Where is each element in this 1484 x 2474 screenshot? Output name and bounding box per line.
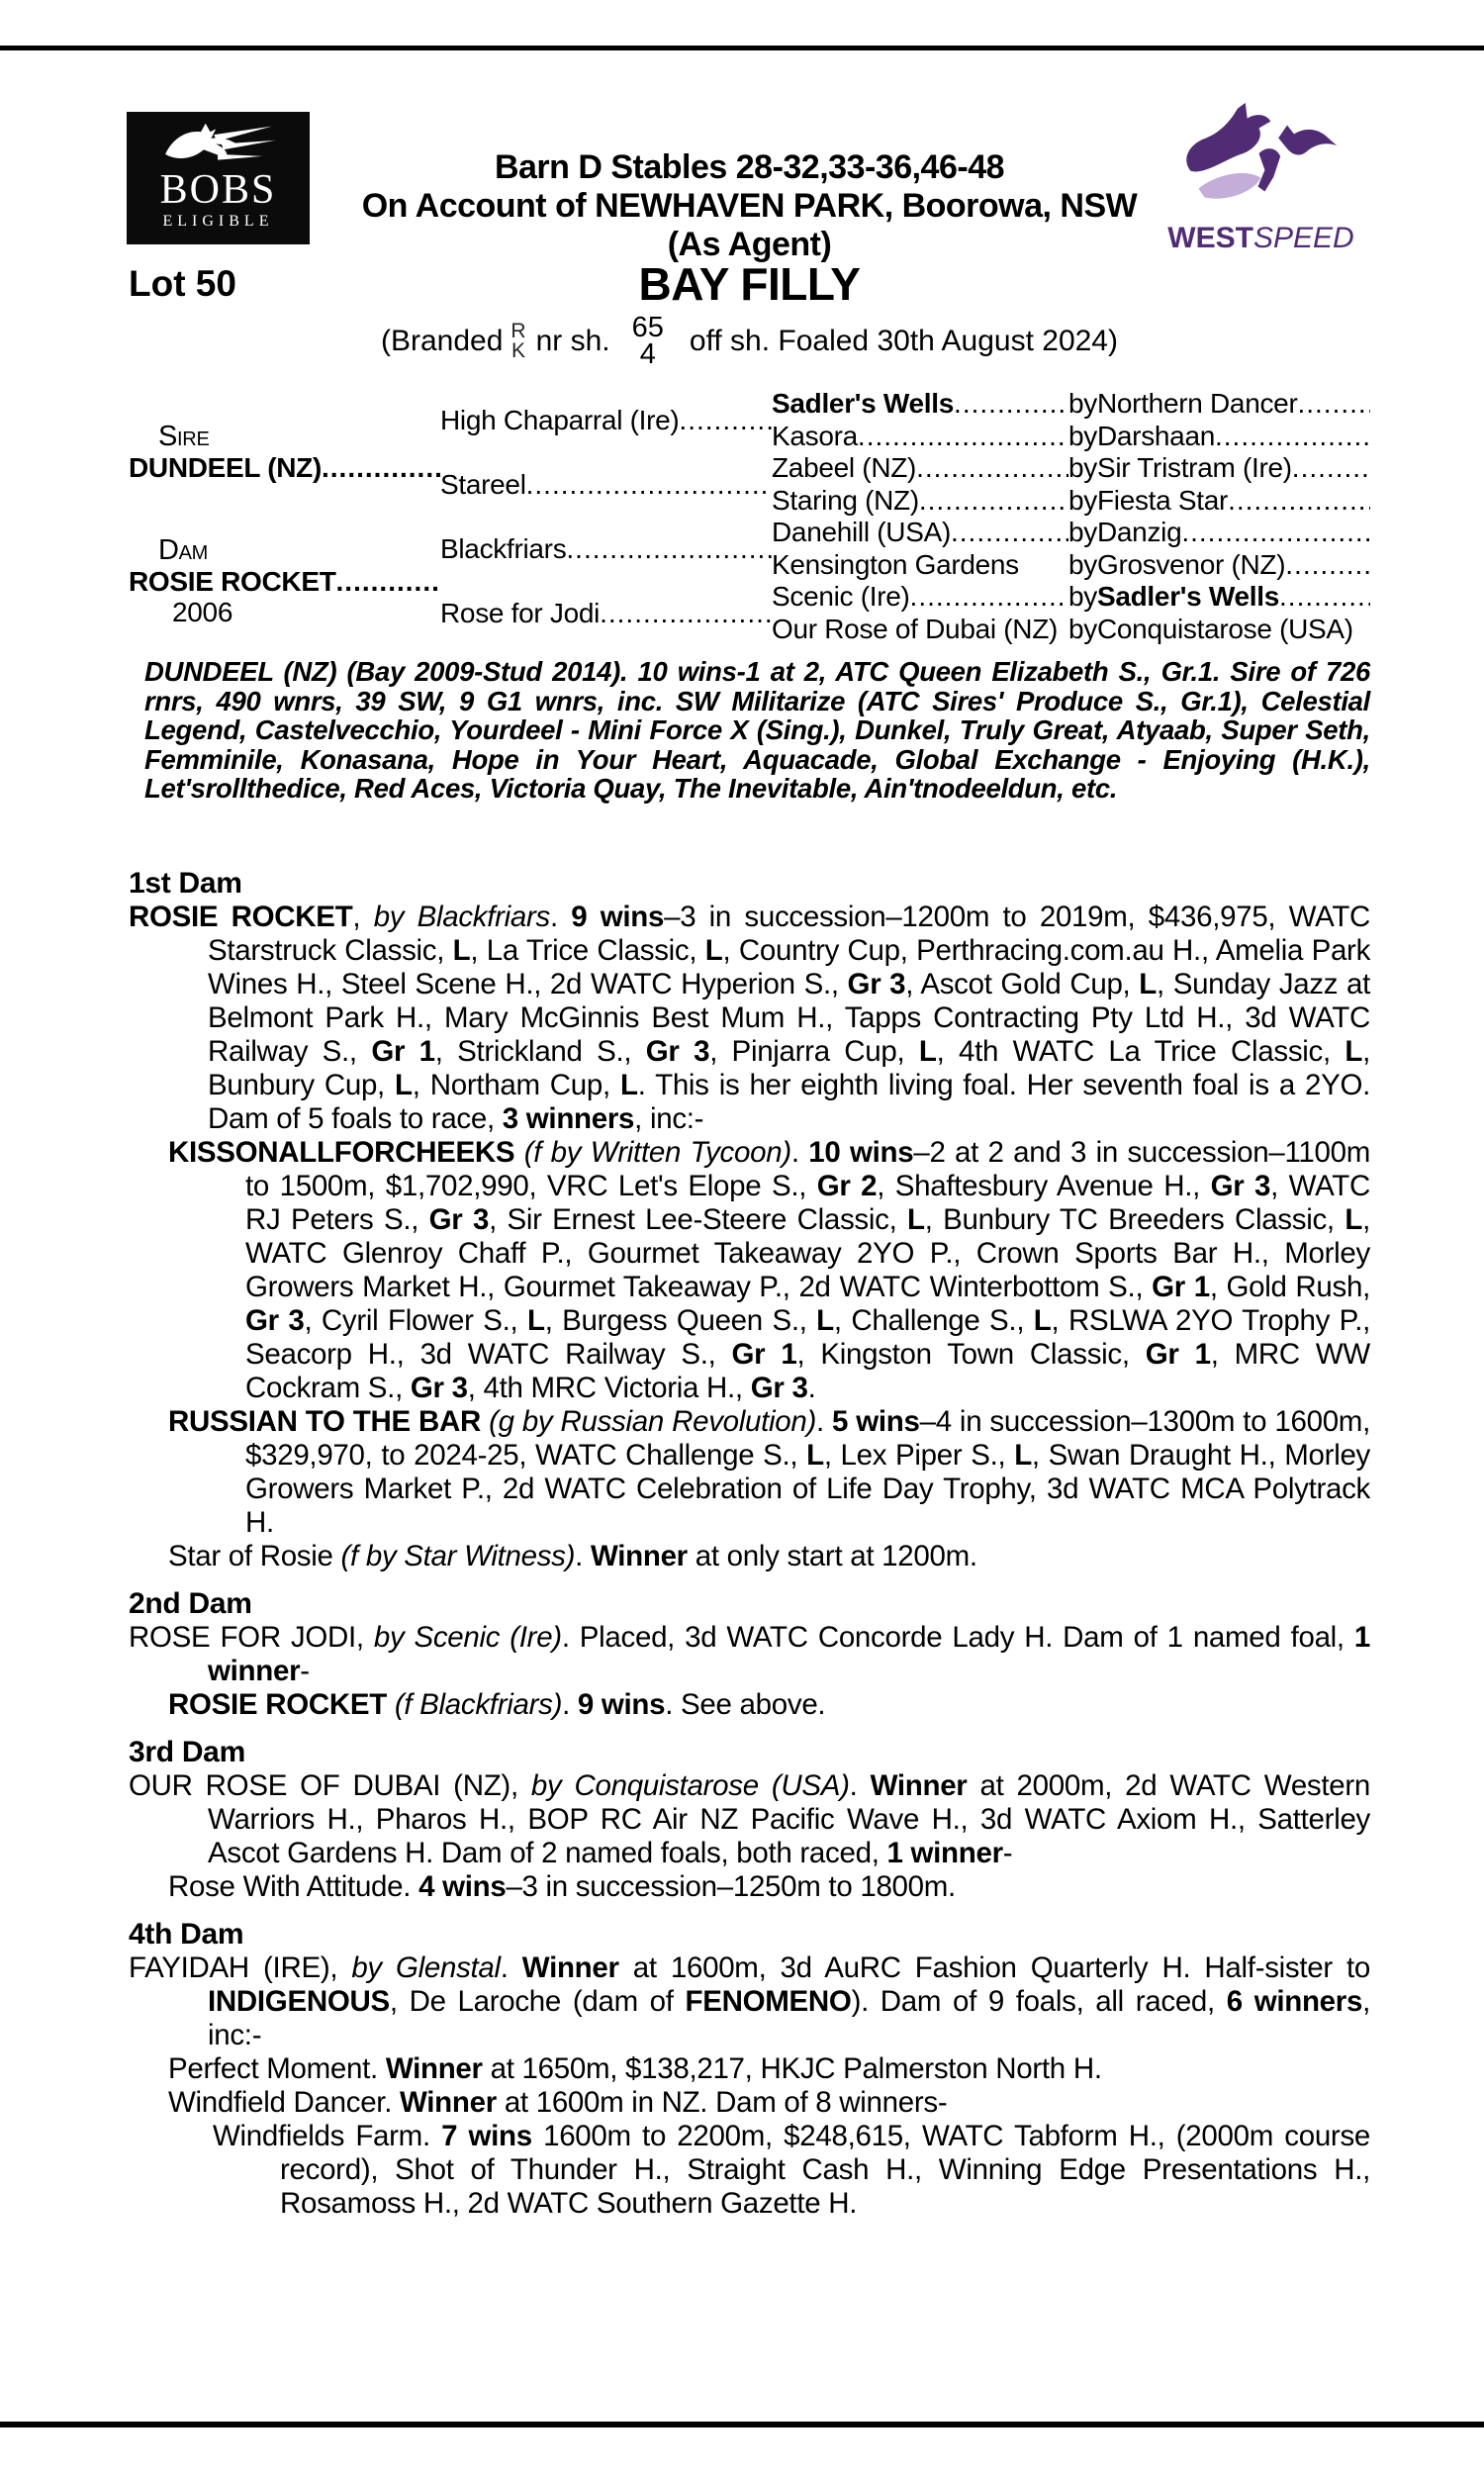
- foal-entry: RUSSIAN TO THE BAR (g by Russian Revolution). 5 wins–4 in succession–1300m to 1600m, $329,970, to 2024-25, WATC Challenge S., L, Lex Piper S., L, Swan Draught H., Morley Growers Market P., 2d WATC Celebration of Life Day Trophy, 3d WATC MCA Polytrack H.: [168, 1405, 1370, 1539]
- section-1st-dam: [129, 867, 1370, 1573]
- westspeed-logo: [1150, 95, 1372, 253]
- dam-year: 2006: [172, 596, 233, 627]
- dam-name-text: ROSIE ROCKET: [129, 565, 336, 597]
- dot-leader: [322, 452, 440, 483]
- dot-leader: [679, 405, 772, 436]
- dam-block: [129, 517, 440, 645]
- foal-entry: Windfields Farm. 7 wins 1600m to 2200m, $248,615, WATC Tabform H., (2000m course record), Shot of Thunder H., Straight Cash H., Winning Edge Presentations H., Rosamoss H., 2d WATC Southern Gazette H.: [213, 2120, 1371, 2220]
- brand-number: [631, 312, 664, 370]
- horses-icon: [1159, 95, 1362, 222]
- pedigree-by: [1068, 581, 1370, 614]
- dot-leader: [1215, 421, 1370, 452]
- pedigree-grandsire: [440, 517, 772, 581]
- pedigree-by: [1068, 388, 1370, 421]
- dot-leader: [1279, 581, 1370, 613]
- foal-entry: Perfect Moment. Winner at 1650m, $138,217, HKJC Palmerston North H.: [168, 2052, 1102, 2085]
- pedigree-grandsire: [440, 388, 772, 452]
- pedigree-by: [1068, 517, 1370, 549]
- dot-leader: [336, 566, 440, 597]
- sire-name: [129, 452, 440, 483]
- consignor-agent-line: (As Agent): [667, 226, 832, 263]
- pedigree-name: Stareel: [440, 468, 526, 500]
- dot-leader: [566, 533, 772, 565]
- brand-number-bottom: 4: [639, 337, 656, 370]
- pedigree-name: Fiesta Star: [1096, 484, 1229, 516]
- brand-nearside-label: nr sh.: [535, 324, 610, 357]
- foal-entry: Rose With Attitude. 4 wins–3 in succession–1250m to 1800m.: [168, 1870, 956, 1903]
- pedigree-ancestor: [772, 452, 1068, 485]
- bobs-eligible-label: ELIGIBLE: [162, 213, 274, 230]
- pedigree-name: Zabeel (NZ): [772, 452, 917, 484]
- section-2nd-dam: [129, 1587, 1370, 1722]
- pedigree-name: Rose for Jodi: [440, 597, 601, 628]
- pedigree-name: Darshaan: [1096, 420, 1215, 451]
- pedigree-name: Danzig: [1096, 517, 1182, 548]
- horse-title: BAY FILLY: [638, 258, 861, 310]
- pedigree-table: [129, 388, 1370, 645]
- by-prefix: by: [1068, 388, 1097, 420]
- dam-label: Dam: [158, 533, 209, 566]
- by-prefix: by: [1068, 613, 1097, 644]
- pedigree-by: [1068, 485, 1370, 518]
- dam-entry: ROSIE ROCKET, by Blackfriars. 9 wins–3 in succession–1200m to 2019m, $436,975, WATC Starstruck Classic, L, La Trice Classic, L, Country Cup, Perthracing.com.au H., Amelia Park Wines H., Steel Scene H., 2d WATC Hyperion S., Gr 3, Ascot Gold Cup, L, Sunday Jazz at Belmont Park H., Mary McGinnis Best Mum H., Tapps Contracting Pty Ltd H., 3d WATC Railway S., Gr 1, Strickland S., Gr 3, Pinjarra Cup, L, 4th WATC La Trice Classic, L, Bunbury Cup, L, Northam Cup, L. This is her eighth living foal. Her seventh foal is a 2YO. Dam of 5 foals to race, 3 winners, inc:-: [129, 901, 1371, 1135]
- foal-entry: KISSONALLFORCHEEKS (f by Written Tycoon). 10 wins–2 at 2 and 3 in succession–1100m to 1500m, $1,702,990, VRC Let's Elope S., Gr 2, Shaftesbury Avenue H., Gr 3, WATC RJ Peters S., Gr 3, Sir Ernest Lee-Steere Classic, L, Bunbury TC Breeders Classic, L, WATC Glenroy Chaff P., Gourmet Takeaway 2YO P., Crown Sports Bar H., Morley Growers Market H., Gourmet Takeaway P., 2d WATC Winterbottom S., Gr 1, Gold Rush, Gr 3, Cyril Flower S., L, Burgess Queen S., L, Challenge S., L, RSLWA 2YO Trophy P., Seacorp H., 3d WATC Railway S., Gr 1, Kingston Town Classic, Gr 1, MRC WW Cockram S., Gr 3, 4th MRC Victoria H., Gr 3.: [168, 1136, 1370, 1404]
- dot-leader: [1228, 485, 1370, 517]
- dot-leader: [919, 485, 1068, 517]
- pedigree-ancestor: [772, 421, 1068, 453]
- pedigree-name: Blackfriars: [440, 532, 567, 564]
- pedigree-by: [1068, 421, 1370, 453]
- pedigree-grandam: [440, 452, 772, 517]
- brand-suffix: off sh. Foaled 30th August 2024): [689, 324, 1118, 357]
- pedigree-name: Sir Tristram (Ire): [1096, 452, 1292, 484]
- pedigree-ancestor: [772, 517, 1068, 549]
- top-rule: [0, 46, 1484, 50]
- brand-mark: [510, 319, 526, 362]
- pedigree-name: Kasora: [772, 420, 858, 451]
- bobs-word: BOBS: [159, 167, 277, 213]
- section-3rd-dam: [129, 1736, 1370, 1904]
- pedigree-name: Our Rose of Dubai (NZ): [772, 613, 1059, 644]
- pedigree-name: Danehill (USA): [772, 517, 951, 548]
- dot-leader: [1292, 452, 1370, 484]
- dot-leader: [858, 421, 1068, 452]
- section-heading: 1st Dam: [129, 867, 242, 900]
- by-prefix: by: [1068, 517, 1097, 548]
- sire-block: [129, 388, 440, 517]
- pedigree-name: Northern Dancer: [1096, 388, 1298, 420]
- by-prefix: by: [1068, 581, 1097, 613]
- dot-leader: [1285, 549, 1370, 581]
- foal-entry: Star of Rosie (f by Star Witness). Winner at only start at 1200m.: [168, 1540, 977, 1572]
- pedigree-ancestor: [772, 485, 1068, 518]
- bottom-rule: [0, 2422, 1484, 2427]
- brand-number-top: 65: [631, 312, 664, 343]
- by-prefix: by: [1068, 484, 1097, 516]
- lot-number: Lot 50: [129, 263, 236, 304]
- sire-name-text: DUNDEEL (NZ): [129, 452, 322, 483]
- consignor-barn-line: Barn D Stables 28-32,33-36,46-48: [494, 148, 1005, 186]
- pedigree-ancestor: [772, 614, 1068, 646]
- pedigree-name: Grosvenor (NZ): [1096, 548, 1286, 580]
- sire-label: Sire: [158, 421, 210, 452]
- by-prefix: by: [1068, 548, 1097, 580]
- pedigree-by: [1068, 452, 1370, 485]
- pedigree-name: Kensington Gardens: [772, 548, 1019, 580]
- section-heading: 3rd Dam: [129, 1736, 245, 1768]
- sire-summary: DUNDEEL (NZ) (Bay 2009-Stud 2014). 10 wins-1 at 2, ATC Queen Elizabeth S., Gr.1. Sire of 726 rnrs, 490 wnrs, 39 SW, 9 G1 wnrs, inc. SW Militarize (ATC Sires' Produce S., Gr.1), Celestial Legend, Castelvecchio, Yourdeel - Mini Force X (Sing.), Dunkel, Truly Great, Atyaab, Super Seth, Femminile, Konasana, Hope in Your Heart, Aquacade, Global Exchange - Enjoying (H.K.), Let'srollthedice, Red Aces, Victoria Quay, The Inevitable, Ain'tnodeeldun, etc.: [144, 656, 1370, 804]
- pedigree-name: Sadler's Wells: [772, 388, 955, 420]
- pedigree-name: Sadler's Wells: [1096, 581, 1280, 613]
- pedigree-grandam: [440, 581, 772, 645]
- consignor-account-line: On Account of NEWHAVEN PARK, Boorowa, NSW: [361, 187, 1138, 225]
- brand-mark-bottom: K: [511, 338, 526, 362]
- pedigree-by: [1068, 614, 1370, 646]
- section-heading: 2nd Dam: [129, 1587, 252, 1620]
- brand-line: [129, 312, 1370, 370]
- pedigree-name: High Chaparral (Ire): [440, 404, 680, 435]
- pedigree-name: Staring (NZ): [772, 484, 919, 516]
- pedigree-ancestor: [772, 581, 1068, 614]
- dot-leader: [916, 452, 1068, 484]
- dot-leader: [1297, 388, 1370, 420]
- dot-leader: [954, 388, 1068, 420]
- dot-leader: [600, 598, 772, 629]
- pedigree-name: Scenic (Ire): [772, 581, 910, 613]
- dam-entry: ROSE FOR JODI, by Scenic (Ire). Placed, 3d WATC Concorde Lady H. Dam of 1 named foal, 1 winner-: [129, 1621, 1370, 1687]
- dot-leader: [951, 517, 1068, 548]
- by-prefix: by: [1068, 452, 1097, 484]
- pedigree-ancestor: [772, 549, 1068, 582]
- section-4th-dam: [129, 1918, 1370, 2221]
- westspeed-wordmark: [1150, 224, 1372, 253]
- dot-leader: [1181, 517, 1370, 548]
- pedigree-ancestor: [772, 388, 1068, 421]
- foal-entry: ROSIE ROCKET (f Blackfriars). 9 wins. See above.: [168, 1688, 826, 1721]
- westspeed-speed: SPEED: [1252, 222, 1354, 254]
- foal-entry: Windfield Dancer. Winner at 1600m in NZ. Dam of 8 winners-: [168, 2086, 948, 2119]
- dam-sections: [129, 867, 1370, 2221]
- pedigree-name: Conquistarose (USA): [1096, 613, 1353, 644]
- dam-name: [129, 566, 440, 597]
- dam-entry: OUR ROSE OF DUBAI (NZ), by Conquistarose (USA). Winner at 2000m, 2d WATC Western Warriors H., Pharos H., BOP RC Air NZ Pacific Wave H., 3d WATC Axiom H., Satterley Ascot Gardens H. Dam of 2 named foals, both raced, 1 winner-: [129, 1769, 1371, 1869]
- pedigree-by: [1068, 549, 1370, 582]
- dot-leader: [910, 581, 1068, 613]
- dam-entry: FAYIDAH (IRE), by Glenstal. Winner at 1600m, 3d AuRC Fashion Quarterly H. Half-sister to INDIGENOUS, De Laroche (dam of FENOMENO). Dam of 9 foals, all raced, 6 winners, inc:-: [129, 1951, 1370, 2051]
- brand-prefix: (Branded: [381, 324, 504, 357]
- brand-mark-top: R: [510, 319, 526, 342]
- by-prefix: by: [1068, 420, 1097, 451]
- section-heading: 4th Dam: [129, 1918, 244, 1951]
- westspeed-west: WEST: [1167, 222, 1253, 254]
- dot-leader: [526, 469, 772, 501]
